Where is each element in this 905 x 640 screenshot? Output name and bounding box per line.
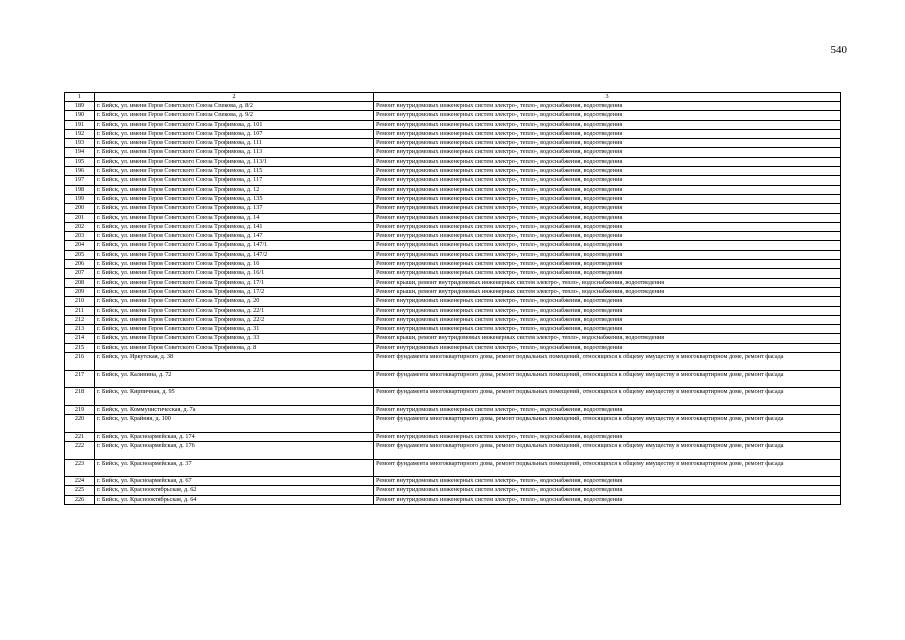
row-work: Ремонт внутридомовых инженерных систем электро-, тепло-, водоснабжения, водоотведения: [374, 129, 841, 138]
row-work: Ремонт внутридомовых инженерных систем электро-, тепло-, водоснабжения, водоотведения: [374, 297, 841, 306]
table-row: [65, 260, 841, 269]
row-work: Ремонт внутридомовых инженерных систем электро-, тепло-, водоснабжения, водоотведения: [374, 260, 841, 269]
row-work: Ремонт внутридомовых инженерных систем электро-, тепло-, водоснабжения, водоотведения: [374, 315, 841, 324]
row-address: г. Бийск, ул. Крайняя, д. 100: [95, 415, 374, 433]
row-work: Ремонт внутридомовых инженерных систем электро-, тепло-, водоснабжения, водоотведения: [374, 148, 841, 157]
table-row: [65, 405, 841, 414]
table-row: [65, 287, 841, 296]
row-work: Ремонт внутридомовых инженерных систем электро-, тепло-, водоснабжения, водоотведения: [374, 325, 841, 334]
table-row: [65, 278, 841, 287]
table-row: [65, 176, 841, 185]
row-number: 208: [65, 278, 95, 287]
table-row: [65, 194, 841, 203]
row-number: 190: [65, 111, 95, 120]
row-number: 204: [65, 241, 95, 250]
table-row: [65, 306, 841, 315]
row-number: 193: [65, 139, 95, 148]
row-address: г. Бийск, ул. имени Героя Советского Союза Трофимова, д. 147/2: [95, 250, 374, 259]
table-row: [65, 120, 841, 129]
row-number: 214: [65, 334, 95, 343]
row-number: 197: [65, 176, 95, 185]
row-work: Ремонт внутридомовых инженерных систем электро-, тепло-, водоснабжения, водоотведения: [374, 139, 841, 148]
row-work: Ремонт внутридомовых инженерных систем электро-, тепло-, водоснабжения, водоотведения: [374, 204, 841, 213]
row-number: 216: [65, 353, 95, 371]
table-row: [65, 129, 841, 138]
row-address: г. Бийск, ул. имени Героя Советского Союза Трофимова, д. 8: [95, 343, 374, 352]
table-row: [65, 315, 841, 324]
row-number: 194: [65, 148, 95, 157]
row-number: 210: [65, 297, 95, 306]
row-number: 225: [65, 486, 95, 495]
row-address: г. Бийск, ул. имени Героя Советского Союза Трофимова, д. 111: [95, 139, 374, 148]
row-number: 202: [65, 222, 95, 231]
row-work: Ремонт внутридомовых инженерных систем электро-, тепло-, водоснабжения, водоотведения: [374, 157, 841, 166]
header-col-1: 1: [65, 93, 95, 102]
row-address: г. Бийск, ул. имени Героя Советского Союза Трофимова, д. 12: [95, 185, 374, 194]
row-work: Ремонт внутридомовых инженерных систем электро-, тепло-, водоснабжения, водоотведения: [374, 405, 841, 414]
row-number: 195: [65, 157, 95, 166]
row-work: Ремонт внутридомовых инженерных систем электро-, тепло-, водоснабжения, водоотведения: [374, 167, 841, 176]
row-work: Ремонт внутридомовых инженерных систем электро-, тепло-, водоснабжения, водоотведения: [374, 222, 841, 231]
row-number: 191: [65, 120, 95, 129]
table-row: [65, 432, 841, 441]
table-row: [65, 232, 841, 241]
row-work: Ремонт внутридомовых инженерных систем электро-, тепло-, водоснабжения, водоотведения: [374, 232, 841, 241]
row-work: Ремонт внутридомовых инженерных систем электро-, тепло-, водоснабжения, водоотведения: [374, 495, 841, 504]
row-address: г. Бийск, ул. Красноармейская, д. 176: [95, 441, 374, 459]
table-row: [65, 415, 841, 433]
table-body: [65, 102, 841, 505]
row-number: 203: [65, 232, 95, 241]
row-address: г. Бийск, ул. имени Героя Советского Союза Трофимова, д. 33: [95, 334, 374, 343]
row-work: Ремонт фундамента многоквартирного дома, ремонт подвальных помещений, относящихся к общему имуществу в многоквартирном доме, ремонт фасада: [374, 441, 841, 459]
row-number: 224: [65, 477, 95, 486]
table-row: [65, 388, 841, 406]
row-work: Ремонт крыши, ремонт внутридомовых инженерных систем электро-, тепло-, водоснабжения, водоотведения: [374, 287, 841, 296]
row-address: г. Бийск, ул. Иркутская, д. 38: [95, 353, 374, 371]
row-work: Ремонт внутридомовых инженерных систем электро-, тепло-, водоснабжения, водоотведения: [374, 306, 841, 315]
row-number: 209: [65, 287, 95, 296]
table-row: [65, 204, 841, 213]
row-number: 217: [65, 370, 95, 388]
row-number: 196: [65, 167, 95, 176]
row-work: Ремонт внутридомовых инженерных систем электро-, тепло-, водоснабжения, водоотведения: [374, 432, 841, 441]
row-work: Ремонт внутридомовых инженерных систем электро-, тепло-, водоснабжения, водоотведения: [374, 213, 841, 222]
row-work: Ремонт крыши, ремонт внутридомовых инженерных систем электро-, тепло-, водоснабжения, водоотведения: [374, 278, 841, 287]
table-row: [65, 157, 841, 166]
row-address: г. Бийск, ул. Калинина, д. 72: [95, 370, 374, 388]
row-number: 221: [65, 432, 95, 441]
header-col-2: 2: [95, 93, 374, 102]
row-address: г. Бийск, ул. имени Героя Советского Союза Спекова, д. 8/2: [95, 102, 374, 111]
table-row: [65, 353, 841, 371]
row-number: 199: [65, 194, 95, 203]
row-address: г. Бийск, ул. Красноармейская, д. 67: [95, 477, 374, 486]
row-number: 218: [65, 388, 95, 406]
row-address: г. Бийск, ул. имени Героя Советского Союза Трофимова, д. 107: [95, 129, 374, 138]
row-address: г. Бийск, ул. имени Героя Советского Союза Трофимова, д. 20: [95, 297, 374, 306]
row-address: г. Бийск, ул. имени Героя Советского Союза Спекова, д. 9/2: [95, 111, 374, 120]
row-address: г. Бийск, ул. имени Героя Советского Союза Трофимова, д. 135: [95, 194, 374, 203]
row-address: г. Бийск, ул. имени Героя Советского Союза Трофимова, д. 113: [95, 148, 374, 157]
row-number: 207: [65, 269, 95, 278]
row-work: Ремонт фундамента многоквартирного дома, ремонт подвальных помещений, относящихся к общему имуществу в многоквартирном доме, ремонт фасада: [374, 353, 841, 371]
table-row: [65, 334, 841, 343]
row-work: Ремонт внутридомовых инженерных систем электро-, тепло-, водоснабжения, водоотведения: [374, 486, 841, 495]
row-number: 222: [65, 441, 95, 459]
row-number: 215: [65, 343, 95, 352]
row-address: г. Бийск, ул. имени Героя Советского Союза Трофимова, д. 117: [95, 176, 374, 185]
row-work: Ремонт внутридомовых инженерных систем электро-, тепло-, водоснабжения, водоотведения: [374, 241, 841, 250]
row-address: г. Бийск, ул. имени Героя Советского Союза Трофимова, д. 31: [95, 325, 374, 334]
table-row: [65, 459, 841, 477]
row-number: 189: [65, 102, 95, 111]
table-row: [65, 441, 841, 459]
table-row: [65, 185, 841, 194]
table-row: [65, 111, 841, 120]
row-number: 192: [65, 129, 95, 138]
row-number: 205: [65, 250, 95, 259]
row-address: г. Бийск, ул. имени Героя Советского Союза Трофимова, д. 16: [95, 260, 374, 269]
row-address: г. Бийск, ул. имени Героя Советского Союза Трофимова, д. 147/1: [95, 241, 374, 250]
row-work: Ремонт внутридомовых инженерных систем электро-, тепло-, водоснабжения, водоотведения: [374, 250, 841, 259]
row-address: г. Бийск, ул. имени Героя Советского Союза Трофимова, д. 17/1: [95, 278, 374, 287]
row-work: Ремонт фундамента многоквартирного дома, ремонт подвальных помещений, относящихся к общему имуществу в многоквартирном доме, ремонт фасада: [374, 388, 841, 406]
row-address: г. Бийск, ул. имени Героя Советского Союза Трофимова, д. 17/2: [95, 287, 374, 296]
row-number: 206: [65, 260, 95, 269]
header-col-3: 3: [374, 93, 841, 102]
header-row: [65, 93, 841, 102]
row-address: г. Бийск, ул. Краснооктябрьская, д. 64: [95, 495, 374, 504]
row-address: г. Бийск, ул. имени Героя Советского Союза Трофимова, д. 22/1: [95, 306, 374, 315]
row-work: Ремонт крыши, ремонт внутридомовых инженерных систем электро-, тепло-, водоснабжения, водоотведения: [374, 334, 841, 343]
row-address: г. Бийск, ул. имени Героя Советского Союза Трофимова, д. 14: [95, 213, 374, 222]
table-row: [65, 486, 841, 495]
table-row: [65, 148, 841, 157]
row-work: Ремонт внутридомовых инженерных систем электро-, тепло-, водоснабжения, водоотведения: [374, 269, 841, 278]
row-address: г. Бийск, ул. имени Героя Советского Союза Трофимова, д. 141: [95, 222, 374, 231]
row-work: Ремонт фундамента многоквартирного дома, ремонт подвальных помещений, относящихся к общему имуществу в многоквартирном доме, ремонт фасада: [374, 459, 841, 477]
row-number: 212: [65, 315, 95, 324]
table-row: [65, 269, 841, 278]
row-address: г. Бийск, ул. Кирпичная, д. 95: [95, 388, 374, 406]
row-address: г. Бийск, ул. Красноармейская, д. 174: [95, 432, 374, 441]
table-row: [65, 167, 841, 176]
row-number: 220: [65, 415, 95, 433]
row-address: г. Бийск, ул. Красноармейская, д. 37: [95, 459, 374, 477]
row-work: Ремонт внутридомовых инженерных систем электро-, тепло-, водоснабжения, водоотведения: [374, 176, 841, 185]
table-row: [65, 495, 841, 504]
row-number: 198: [65, 185, 95, 194]
row-work: Ремонт фундамента многоквартирного дома, ремонт подвальных помещений, относящихся к общему имуществу в многоквартирном доме, ремонт фасада: [374, 415, 841, 433]
table-row: [65, 139, 841, 148]
row-work: Ремонт внутридомовых инженерных систем электро-, тепло-, водоснабжения, водоотведения: [374, 343, 841, 352]
row-number: 213: [65, 325, 95, 334]
row-address: г. Бийск, ул. Краснооктябрьская, д. 62: [95, 486, 374, 495]
row-address: г. Бийск, ул. имени Героя Советского Союза Трофимова, д. 115: [95, 167, 374, 176]
table-row: [65, 102, 841, 111]
table-row: [65, 477, 841, 486]
table-row: [65, 213, 841, 222]
row-address: г. Бийск, ул. имени Героя Советского Союза Трофимова, д. 101: [95, 120, 374, 129]
row-address: г. Бийск, ул. Коммунистическая, д. 7а: [95, 405, 374, 414]
table-row: [65, 241, 841, 250]
table-row: [65, 343, 841, 352]
table-row: [65, 370, 841, 388]
row-number: 226: [65, 495, 95, 504]
row-work: Ремонт внутридомовых инженерных систем электро-, тепло-, водоснабжения, водоотведения: [374, 194, 841, 203]
row-address: г. Бийск, ул. имени Героя Советского Союза Трофимова, д. 137: [95, 204, 374, 213]
row-address: г. Бийск, ул. имени Героя Советского Союза Трофимова, д. 22/2: [95, 315, 374, 324]
registry-table: [64, 92, 841, 505]
table-row: [65, 250, 841, 259]
row-work: Ремонт внутридомовых инженерных систем электро-, тепло-, водоснабжения, водоотведения: [374, 102, 841, 111]
row-address: г. Бийск, ул. имени Героя Советского Союза Трофимова, д. 147: [95, 232, 374, 241]
row-number: 219: [65, 405, 95, 414]
table-row: [65, 222, 841, 231]
row-work: Ремонт внутридомовых инженерных систем электро-, тепло-, водоснабжения, водоотведения: [374, 477, 841, 486]
row-address: г. Бийск, ул. имени Героя Советского Союза Трофимова, д. 113/1: [95, 157, 374, 166]
table-row: [65, 325, 841, 334]
page-number: 540: [830, 44, 847, 56]
row-number: 211: [65, 306, 95, 315]
row-number: 201: [65, 213, 95, 222]
table-row: [65, 297, 841, 306]
row-number: 200: [65, 204, 95, 213]
row-work: Ремонт внутридомовых инженерных систем электро-, тепло-, водоснабжения, водоотведения: [374, 185, 841, 194]
row-work: Ремонт фундамента многоквартирного дома, ремонт подвальных помещений, относящихся к общему имуществу в многоквартирном доме, ремонт фасада: [374, 370, 841, 388]
row-work: Ремонт внутридомовых инженерных систем электро-, тепло-, водоснабжения, водоотведения: [374, 120, 841, 129]
row-work: Ремонт внутридомовых инженерных систем электро-, тепло-, водоснабжения, водоотведения: [374, 111, 841, 120]
row-address: г. Бийск, ул. имени Героя Советского Союза Трофимова, д. 16/1: [95, 269, 374, 278]
row-number: 223: [65, 459, 95, 477]
